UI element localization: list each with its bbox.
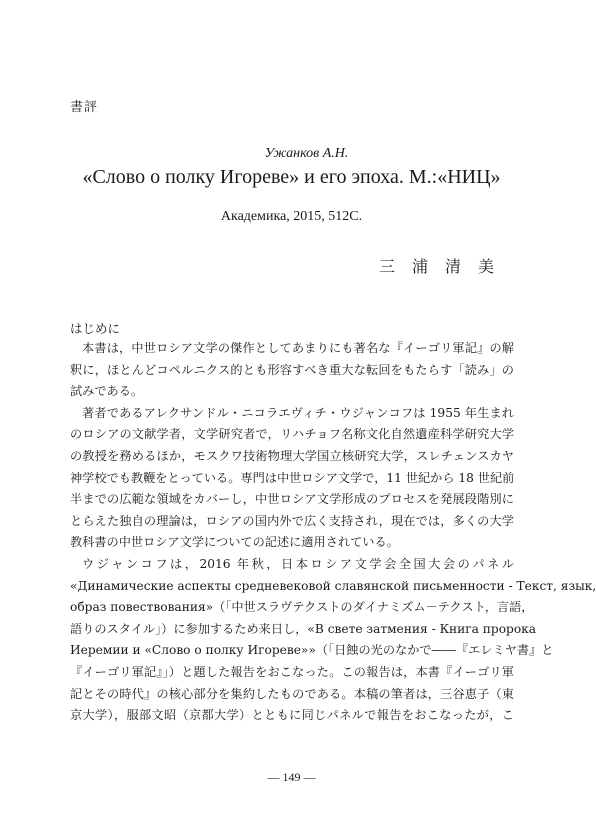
- text-line: 記とその時代』の核心部分を集約したものである。本稿の筆者は，三谷恵子（東: [70, 686, 514, 701]
- text-line: 京大学），服部文昭（京都大学）とともに同じパネルで報告をおこなったが，こ: [70, 708, 514, 723]
- text-line: 神学校でも教鞭をとっている。専門は中世ロシア文学で，11 世紀から 18 世紀前: [70, 470, 515, 485]
- text-line: образ повествования»（「中世スラヴテクストのダイナミズム－テクスト，言語，: [70, 600, 534, 615]
- text-line: ウジャンコフは，2016 年秋，日本ロシア文学会全国大会のパネル: [82, 556, 514, 571]
- reviewer-name: 三浦清美: [378, 257, 511, 276]
- section-heading: はじめに: [70, 321, 121, 336]
- page-number: ― 149 ―: [267, 770, 316, 784]
- book-title: «Слово о полку Игореве» и его эпоха. М.:«НИЦ»: [82, 166, 501, 188]
- text-line: のロシアの文献学者，文学研究者で，リハチョフ名称文化自然遺産科学研究大学: [70, 427, 514, 442]
- text-line: «Динамические аспекты средневековой славянской письменности - Текст, язык,: [70, 578, 596, 593]
- text-line: 教科書の中世ロシア文学についての記述に適用されている。: [70, 535, 399, 550]
- text-line: 釈に，ほとんどコペルニクス的とも形容すべき重大な転回をもたらす「読み」の: [70, 362, 514, 377]
- book-author: Ужанков А.Н.: [264, 146, 349, 161]
- text-line: 『イーゴリ軍記』」）と題した報告をおこなった。この報告は，本書『イーゴリ軍: [70, 664, 514, 679]
- text-line: 著者であるアレクサンドル・ニコラエヴィチ・ウジャンコフは 1955 年生まれ: [82, 405, 514, 420]
- text-line: の教授を務めるほか，モスクワ技術物理大学国立核研究大学，スレチェンスカヤ: [70, 448, 514, 463]
- text-line: 試みである。: [70, 384, 144, 399]
- body-text: [70, 338, 596, 727]
- text-line: 語りのスタイル」）に参加するため来日し，«В свете затмения - Книга пророка: [70, 621, 537, 636]
- text-line: 本書は，中世ロシア文学の傑作としてあまりにも著名な『イーゴリ軍記』の解: [82, 341, 514, 355]
- text-line: 半までの広範な領域をカバーし，中世ロシア文学形成のプロセスを発展段階別に: [70, 492, 514, 507]
- book-publication-info: Академика, 2015, 512С.: [220, 209, 363, 224]
- section-label: 書評: [70, 100, 99, 115]
- text-line: Иеремии и «Слово о полку Игореве»»（「日蝕の光のなかで――『エレミヤ書』と: [70, 643, 554, 658]
- text-line: とらえた独自の理論は，ロシアの国内外で広く支持され，現在では，多くの大学: [70, 513, 514, 528]
